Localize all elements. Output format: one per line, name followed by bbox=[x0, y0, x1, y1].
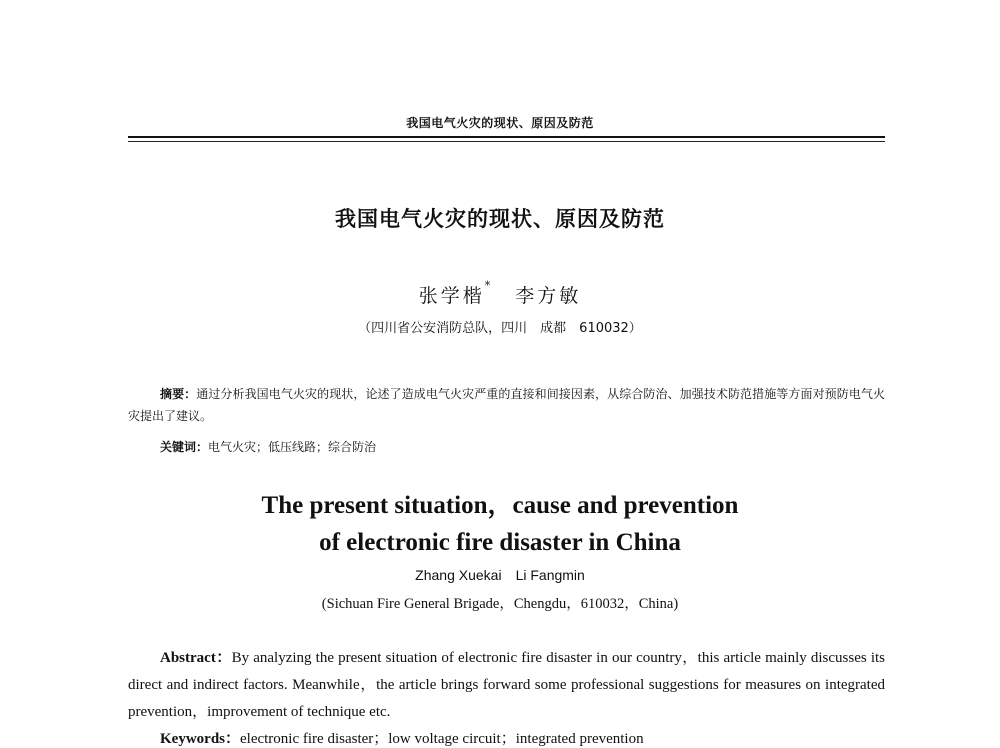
chinese-affiliation: （四川省公安消防总队，四川 成都 610032） bbox=[358, 321, 642, 336]
english-title-line-1: The present situation，cause and prevention bbox=[261, 492, 739, 519]
author-1: 张学楷 bbox=[418, 285, 485, 307]
chinese-abstract-label: 摘要： bbox=[160, 387, 197, 401]
chinese-abstract-text: 通过分析我国电气火灾的现状，论述了造成电气火灾严重的直接和间接因素，从综合防治、加强技术防范措施等方面对预防电气火灾提出了建议。 bbox=[128, 387, 885, 423]
corresponding-mark: * bbox=[484, 279, 494, 292]
chinese-title: 我国电气火灾的现状、原因及防范 bbox=[335, 207, 665, 231]
english-abstract-label: Abstract： bbox=[160, 650, 232, 666]
header-rule-thin bbox=[128, 141, 885, 142]
chinese-keywords-label: 关键词： bbox=[160, 440, 209, 454]
english-affiliation: (Sichuan Fire General Brigade，Chengdu，610032，China) bbox=[321, 596, 679, 612]
english-abstract-text: By analyzing the present situation of electronic fire disaster in our country，this article mainly discusses its direct and indirect factors. Meanwhile，the article brings forward some professional suggestions for measures on integrated prevention，improvement of technique etc. bbox=[128, 650, 885, 720]
chinese-keywords-text: 电气火灾；低压线路；综合防治 bbox=[208, 440, 377, 454]
header-rule-thick bbox=[128, 136, 885, 138]
english-title bbox=[0, 487, 1000, 561]
english-authors: Zhang Xuekai Li Fangmin bbox=[415, 567, 585, 583]
english-keywords-label: Keywords： bbox=[160, 731, 240, 747]
chinese-authors bbox=[0, 281, 1000, 308]
english-keywords bbox=[160, 727, 885, 748]
english-keywords-text: electronic fire disaster；low voltage circuit；integrated prevention bbox=[240, 731, 644, 747]
running-header: 我国电气火灾的现状、原因及防范 bbox=[406, 116, 594, 130]
chinese-keywords bbox=[160, 438, 885, 455]
author-2: 李方敏 bbox=[515, 285, 582, 307]
english-abstract bbox=[128, 645, 885, 726]
english-title-line-2: of electronic fire disaster in China bbox=[319, 529, 681, 556]
chinese-abstract bbox=[128, 383, 885, 427]
